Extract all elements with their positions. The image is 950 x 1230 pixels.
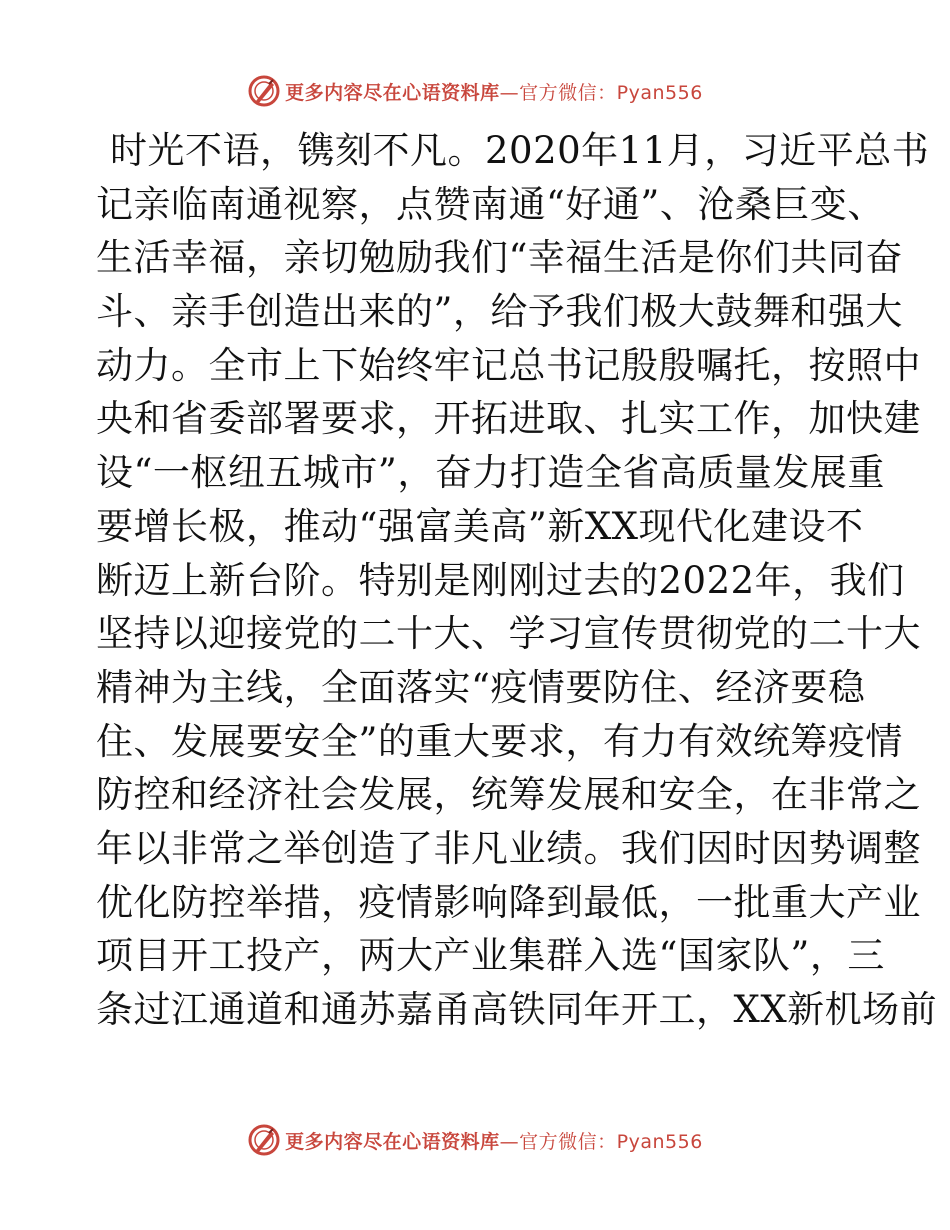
text-line-3: 生活幸福，亲切勉励我们“幸福生活是你们共同奋 <box>96 236 903 280</box>
watermark-brand: 更多内容尽在心语资料库 <box>285 81 500 104</box>
text-line-8: 要增长极，推动“强富美高”新XX现代化建设不 <box>96 504 864 548</box>
watermark-wechat: 官方微信：Pyan556 <box>519 1130 703 1153</box>
watermark-brand: 更多内容尽在心语资料库 <box>285 1130 500 1153</box>
text-line-7: 设“一枢纽五城市”，奋力打造全省高质量发展重 <box>96 451 885 495</box>
text-line-4: 斗、亲手创造出来的”，给予我们极大鼓舞和强大 <box>96 290 903 334</box>
footer-watermark <box>0 1120 950 1160</box>
watermark-dash: — <box>499 1130 520 1153</box>
text-line-11: 精神为主线，全面落实“疫情要防住、经济要稳 <box>96 665 866 709</box>
text-line-13: 防控和经济社会发展，统筹发展和安全，在非常之 <box>96 773 921 817</box>
text-line-5: 动力。全市上下始终牢记总书记殷殷嘱托，按照中 <box>96 343 921 387</box>
pen-logo-icon <box>247 1123 281 1157</box>
watermark-text <box>285 78 703 105</box>
text-line-1: 时光不语，镌刻不凡。2020年11月，习近平总书 <box>110 129 930 172</box>
header-watermark <box>0 71 950 111</box>
text-line-9: 断迈上新台阶。特别是刚刚过去的2022年，我们 <box>96 558 905 602</box>
text-line-12: 住、发展要安全”的重大要求，有力有效统筹疫情 <box>96 719 903 763</box>
pen-logo-icon <box>247 74 281 108</box>
text-line-17: 条过江通道和通苏嘉甬高铁同年开工，XX新机场前 <box>96 988 938 1031</box>
document-body <box>96 124 938 1037</box>
text-line-14: 年以非常之举创造了非凡业绩。我们因时因势调整 <box>96 826 921 870</box>
text-line-2: 记亲临南通视察，点赞南通“好通”、沧桑巨变、 <box>96 182 885 226</box>
text-line-10: 坚持以迎接党的二十大、学习宣传贯彻党的二十大 <box>96 612 921 656</box>
text-line-16: 项目开工投产，两大产业集群入选“国家队”，三 <box>96 934 885 978</box>
text-line-15: 优化防控举措，疫情影响降到最低，一批重大产业 <box>96 880 921 924</box>
watermark-text <box>285 1127 703 1154</box>
watermark-wechat: 官方微信：Pyan556 <box>519 81 703 104</box>
watermark-dash: — <box>499 81 520 104</box>
text-line-6: 央和省委部署要求，开拓进取、扎实工作，加快建 <box>96 397 921 441</box>
